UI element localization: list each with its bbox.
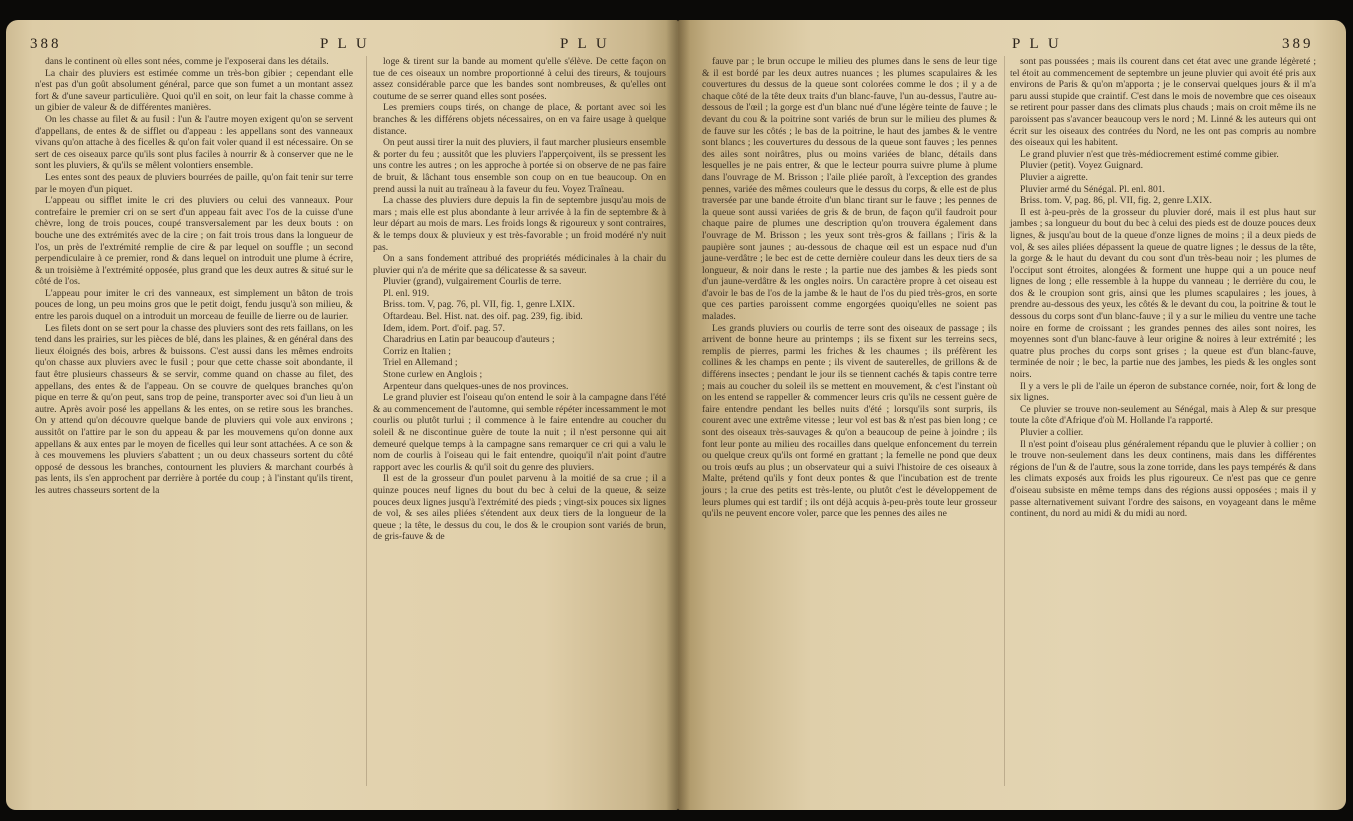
paragraph: fauve par ; le brun occupe le milieu des plumes dans le sens de leur tige & il est bordé par les deux autres nuances ; les plumes scapulaires & les couvertures du dessus de la queue sont colorées comme le dos ; il y a de chaque côté de la tête deux traits d'un blanc-fauve, l'un au-dessus, l'autre au-dessous de l'œil ; la gorge est d'un blanc nué d'une légère teinte de fauve ; le devant du cou & la poitrine sont variés de brun sur le milieu des plumes & de fauve sur les côtés ; le bas de la poitrine, le haut des jambes & le ventre sont blancs ; les couvertures du dessous de la queue sont fauves ; les pennes des ailes sont noirâtres, plus ou moins variées de blanc, détails dans lesquelles je ne pais entrer, & que le lecteur pourra suivre plume à plume dans l'ouvrage de M. Brisson ; l'aile pliée paroît, à l'exception des grandes pennes, variée des mêmes couleurs que le dessus du corps, & elle est de plus traversée par une bande étroite d'un blanc tirant sur le fauve ; les pennes de la queue sont aussi variées de gris & de brun, de façon qu'il faudroit pour chaque paire de plumes une description qu'on trouvera également dans l'ouvrage de M. Brisson ; les yeux sont très-gros & faillans ; l'iris & la paupière sont jaunes ; au-dessous de chaque œil est un espace nud d'un jaune-verdâtre ; le bec est de cette dernière couleur dans les deux tiers de sa longueur, & noir dans le reste ; la partie nue des jambes & les pieds sont d'un jaune-verdâtre & les ongles noirs. Un caractère propre à cet oiseau est d'avoir le bas de l'os de la jambe & le haut de l'os du pied très-gros, en sorte que ces parties paroissent comme engorgées quoiqu'elles ne soient pas malades. [702, 56, 997, 323]
paragraph: sont pas poussées ; mais ils courent dans cet état avec une grande légèreté ; tel étoit au commencement de septembre un jeune pluvier qui avoit été pris aux environs de Paris & qu'on m'apporta ; je le conservai quelques jours & il m'a paru aussi stupide que craintif. C'est dans le mois de novembre que ces oiseaux se retirent pour passer dans des climats plus chauds ; mais on croit même ils ne paroissent pas s'avancer beaucoup vers le nord ; M. Linné & les auteurs qui ont écrit sur les oiseaux des contrées du Nord, ne les ont pas compris au nombre des oiseaux qui les habitent. [1010, 56, 1316, 149]
column-divider [1004, 56, 1005, 786]
paragraph: Pluvier (grand), vulgairement Courlis de terre. [383, 276, 562, 288]
paragraph: Pluvier a collier. [1020, 427, 1084, 438]
paragraph: Pluvier (petit). Voyez Guignard. [1020, 160, 1144, 172]
paragraph: Triel en Allemand ; [383, 357, 458, 369]
paragraph: Ce pluvier se trouve non-seulement au Sénégal, mais à Alep & sur presque toute la côte d'Afrique d'où M. Hollande l'a rapporté. [1010, 403, 1316, 427]
paragraph: On peut aussi tirer la nuit des pluviers, il faut marcher plusieurs ensemble & porter du feu ; aussitôt que les pluviers l'apperçoivent, ils se pressent les uns contre les autres ; on les approche à portée si on observe de ne pas faire de bruit, & lâchant tous ensemble son coup on en tue beaucoup. On en prend aussi la nuit au traîneau à la faveur du feu. Voyez Traîneau. [373, 137, 666, 195]
paragraph: L'appeau pour imiter le cri des vanneaux, est simplement un bâton de trois pouces de long, un peu moins gros que le petit doigt, fendu jusqu'à son milieu, & entre les parois duquel on a introduit un morceau de feuille de lierre ou de laurier. [35, 287, 353, 323]
text-column-2 [373, 56, 666, 543]
paragraph: Pl. enl. 919. [383, 287, 430, 299]
right-running-title: P L U [1012, 36, 1062, 52]
paragraph: Idem, idem. Port. d'oif. pag. 57. [383, 322, 505, 334]
column-divider [366, 56, 367, 786]
paragraph: Les premiers coups tirés, on change de place, & portant avec soi les branches & les différens objets nécessaires, on en va faire usage à quelque distance. [373, 102, 666, 137]
paragraph: On a sans fondement attribué des propriétés médicinales à la chair du pluvier qui n'a de mérite que sa délicatesse & sa saveur. [373, 253, 666, 276]
paragraph: Arpenteur dans quelques-unes de nos provinces. [383, 380, 569, 392]
paragraph: Pluvier a aigrette. [1020, 171, 1088, 183]
text-column-4 [1010, 56, 1316, 520]
paragraph: Il y a vers le pli de l'aile un éperon de substance cornée, noir, fort & long de six lignes. [1010, 380, 1316, 404]
paragraph: Oftardeau. Bel. Hist. nat. des oif. pag. 239, fig. ibid. [383, 311, 583, 323]
paragraph: Les entes sont des peaux de pluviers bourrées de paille, qu'on fait tenir sur terre par le moyen d'un piquet. [35, 171, 353, 195]
paragraph: Briss. tom. V, pag. 76, pl. VII, fig. 1, genre LXIX. [383, 299, 575, 311]
paragraph: Charadrius en Latin par beaucoup d'auteurs ; [383, 334, 555, 346]
paragraph: On les chasse au filet & au fusil : l'un & l'autre moyen exigent qu'on se servent d'appellans, de entes & de sifflet ou d'appeau : les appellans sont des vanneaux vivans qu'on attache à des ficelles & qu'on fait voler quand il est nécessaire. On se sert de ces oiseaux parce qu'ils sont plus faciles à nourrir & à conserver que ne le sont les pluviers, & qu'ils se mêlent volontiers ensemble. [35, 113, 353, 172]
right-page-number: 389 [1282, 36, 1314, 52]
right-center-title: P L U [560, 36, 610, 52]
left-running-title: P L U [320, 36, 370, 52]
paragraph: La chair des pluviers est estimée comme un très-bon gibier ; cependant elle n'est pas d'un goût absolument général, parce que son fumet a un montant assez fort & d'une saveur particulière. Quoi qu'il en soit, on leur fait la chasse comme à un gibier de valeur & de différentes manières. [35, 67, 353, 114]
paragraph: Briss. tom. V, pag. 86, pl. VII, fig. 2, genre LXIX. [1020, 195, 1212, 207]
paragraph: Stone curlew en Anglois ; [383, 369, 483, 381]
text-column-3 [702, 56, 997, 520]
paragraph: Il est de la grosseur d'un poulet parvenu à la moitié de sa crue ; il a quinze pouces neuf lignes du bout du bec à celui de la queue, & seize pouces deux lignes jusqu'à l'extrémité des pieds ; vingt-six pouces six lignes de vol, & ses ailes pliées s'étendent aux deux tiers de la longueur de la queue ; la tête, le dessus du cou, le dos & le croupion sont variés de brun, de gris-fauve & de [373, 473, 666, 543]
paragraph: La chasse des pluviers dure depuis la fin de septembre jusqu'au mois de mars ; mais elle est plus abondante à leur arrivée à la fin de septembre & à leur départ au mois de mars. Les froids longs & rigoureux y sont contraires, & le temps doux & pluvieux y est très-favorable ; un froid modéré n'y nuit pas. [373, 195, 666, 253]
paragraph: Il n'est point d'oiseau plus généralement répandu que le pluvier à collier ; on le trouve non-seulement dans les deux continens, mais dans les différentes régions de l'un & de l'autre, sous la zone torride, dans les pays tempérés & dans les climats exposés aux froids les plus rigoureux. Ce n'est pas que ce genre d'oiseau subsiste en même temps dans des régions aussi opposées ; mais il y passe alternativement suivant l'ordre des saisons, en voyageant dans le même continent, du nord au midi & du midi au nord. [1010, 438, 1316, 520]
paragraph: Les grands pluviers ou courlis de terre sont des oiseaux de passage ; ils arrivent de bonne heure au printemps ; ils se fixent sur les terreins secs, remplis de pierres, parmi les friches & les chaumes ; ils préfèrent les collines & les champs en pente ; ils vivent de sauterelles, de grillons & de différens insectes ; pendant le jour ils se tiennent cachés & tapis contre terre ; mais au coucher du soleil ils se mettent en mouvement, & c'est l'instant où on les entend se rappeller & commencer leurs cris qu'ils ne cessent guère de faire entendre pendant les belles nuits d'été ; lorsqu'ils sont surpris, ils courent avec une extrême vitesse ; leur vol est bas & n'est pas bien long ; ce sont des oiseaux très-sauvages & qu'on a beaucoup de peine à joindre ; ils font leur ponte au milieu des rocailles dans quelque enfoncement du terrein ou quelque creux qu'ils ont formé en grattant ; la femelle ne pond que deux ou trois œufs au plus ; un observateur qui a suivi l'histoire de ces oiseaux à Malte, prétend qu'ils y font deux pontes & que l'incubation est de trente jours ; la crue des petits est très-lente, ou plutôt c'est le développement de leurs plumes qui est tardif ; ils ont déjà acquis à-peu-près toute leur grosseur qu'ils ne peuvent encore voler, parce que les pennes des ailes ne [702, 322, 997, 520]
paragraph: Les filets dont on se sert pour la chasse des pluviers sont des rets faillans, on les tend dans les prairies, sur les pièces de blé, dans les plaines, & en général dans des lieux éloignés des bois, arbres & buissons. C'est aussi dans les mêmes endroits qu'on chasse aux pluviers avec le fusil ; pour que cette chasse soit abondante, il faut être plusieurs chasseurs & se servir, comme quand on chasse au filet, des appellans, des entes & de l'appeau. On se couvre de quelques branches qu'on pique en terre & qu'on peut, sans trop de peine, transporter avec soi d'un lieu à un autre. Après avoir posé les appellans & les entes, on se retire sous les branches. On y attend qu'on découvre quelque bande de pluviers qui vole aux environs ; aussitôt on l'attire par le son du appeau & par les mouvemens qu'on donne aux appellans & aux entes par le moyen de ficelles qui leur sont attachées. A ce son & à ces mouvemens les pluviers s'abattent ; un ou deux chasseurs sortent du côté opposé de dessous les branches, contournent les pluviers & marchant courbés à pas lents, ils s'en approchent par derrière à portée du coup ; à l'instant qu'ils tirent, les autres chasseurs sortent de la [35, 322, 353, 496]
paragraph: Corriz en Italien ; [383, 345, 451, 357]
paragraph: Le grand pluvier n'est que très-médiocrement estimé comme gibier. [1020, 148, 1279, 160]
text-column-1 [35, 56, 353, 497]
left-page-number: 388 [30, 36, 62, 52]
book-gutter [666, 20, 690, 810]
paragraph: Il est à-peu-près de la grosseur du pluvier doré, mais il est plus haut sur jambes ; sa longueur du bout du bec à celui des pieds est de douze pouces deux lignes, & jusqu'au bout de la queue d'onze lignes de moins ; il a deux pieds de vol, & ses ailes pliées dépassent la queue de quatre lignes ; le dessus de la tête, la gorge & le haut du devant du cou sont d'un très-beau noir ; les plumes de l'occiput sont étroites, alongées & forment une huppe qui a un pouce neuf lignes de long ; elle ressemble à la huppe du vanneau ; le derrière du cou, le dos & le croupion sont gris, ainsi que les plumes scapulaires ; les joues, à prendre au-dessous des yeux, les côtés & le devant du cou, la poitrine & tout le dessous du corps sont d'un blanc-fauve ; il y a sur le milieu du ventre une tache noire en forme de croissant ; les grandes pennes des ailes sont noires, les moyennes sont d'un blanc-fauve à leur origine & noires à leur extrémité ; les quatre plus proches du corps sont grises ; la queue est d'un blanc-fauve, terminée de noir ; le bec, la partie nue des jambes, les pieds & les ongles sont noirs. [1010, 206, 1316, 381]
paragraph: dans le continent où elles sont nées, comme je l'exposerai dans les détails. [45, 56, 329, 67]
paragraph: L'appeau ou sifflet imite le cri des pluviers ou celui des vanneaux. Pour contrefaire le premier cri on se sert d'un appeau fait avec l'os de la cuisse d'une chèvre, long de trois pouces, coupé transversalement par les deux bouts : on bouche une des extrémités avec de la cire ; on fait trois trous dans la longueur de l'os, un près de l'extrémité remplie de cire & par lequel on souffle ; un second perpendiculaire à ce premier, rond & dans lequel on introduit une plume à écrire, & un troisième à l'extrémité opposée, plus grand que les deux autres & situé sur le côté de l'os. [35, 195, 353, 288]
paragraph: Le grand pluvier est l'oiseau qu'on entend le soir à la campagne dans l'été & au commencement de l'automne, qui semble répéter incessamment le mot courlis ou plutôt turlui ; il commence à le faire entendre au coucher du soleil & ne discontinue guère de toute la nuit ; il n'est personne qui ait demeuré quelque temps à la campagne sans remarquer ce cri qui a valu le nom de courlis à l'oiseau qui le fait entendre, quoiqu'il n'ait point d'autre rapport avec les courlis & qu'il soit du genre des pluviers. [373, 392, 666, 473]
paragraph: Pluvier armé du Sénégal. Pl. enl. 801. [1020, 183, 1165, 195]
paragraph: loge & tirent sur la bande au moment qu'elle s'élève. De cette façon on tue de ces oiseaux un nombre proportionné à celui des tireurs, & toujours assez considérable parce que les bandes sont nombreuses, & qu'elles ont coutume de se serrer quand elles sont posées. [373, 56, 666, 102]
